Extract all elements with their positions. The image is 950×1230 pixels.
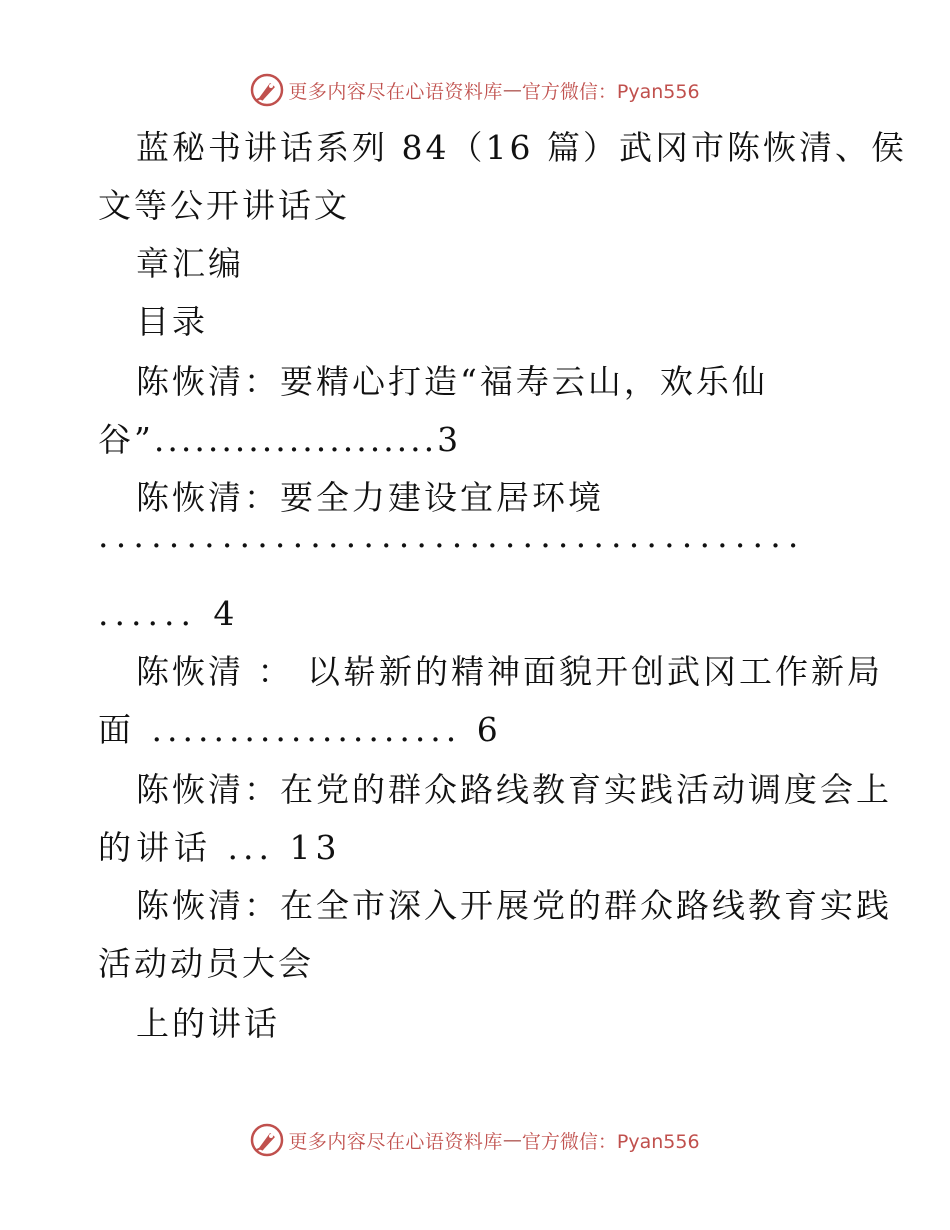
footer-watermark <box>0 1120 950 1160</box>
watermark-wechat-text: 官方微信：Pyan556 <box>521 1130 700 1153</box>
toc-entry-2-dot-leader: ........................................ <box>98 516 806 555</box>
title-line-2: 文等公开讲话文 <box>98 186 350 225</box>
toc-entry-1-line-2: 谷”.....................3 <box>98 420 462 459</box>
toc-entry-3-line-1: 陈恢清 ： 以崭新的精神面貌开创武冈工作新局 <box>136 652 883 691</box>
toc-entry-2-line-1: 陈恢清：要全力建设宜居环境 <box>136 478 604 517</box>
toc-heading: 目录 <box>136 302 208 341</box>
toc-entry-5-line-2: 活动动员大会 <box>98 944 314 983</box>
watermark-wechat-text: 官方微信：Pyan556 <box>521 80 700 103</box>
toc-entry-1-line-1: 陈恢清：要精心打造“福寿云山，欢乐仙 <box>136 362 768 401</box>
watermark-separator: — <box>502 1129 522 1151</box>
header-watermark <box>0 70 950 110</box>
title-line-3: 章汇编 <box>136 244 244 283</box>
toc-entry-5-line-3: 上的讲话 <box>136 1004 280 1043</box>
toc-entry-4-line-1: 陈恢清：在党的群众路线教育实践活动调度会上 <box>136 770 892 809</box>
toc-entry-4-line-2: 的讲话 ... 13 <box>98 828 342 867</box>
title-line-1: 蓝秘书讲话系列 84（16 篇）武冈市陈恢清、侯 <box>136 128 907 167</box>
watermark-main-text: 更多内容尽在心语资料库 <box>288 1130 503 1153</box>
toc-entry-2-page: ...... 4 <box>98 594 241 633</box>
watermark-main-text: 更多内容尽在心语资料库 <box>288 80 503 103</box>
toc-entry-3-line-2: 面 .................... 6 <box>98 710 503 749</box>
toc-entry-5-line-1: 陈恢清：在全市深入开展党的群众路线教育实践 <box>136 886 892 925</box>
pen-nib-logo-icon <box>250 1123 284 1157</box>
pen-nib-logo-icon <box>250 73 284 107</box>
watermark-separator: — <box>502 79 522 101</box>
